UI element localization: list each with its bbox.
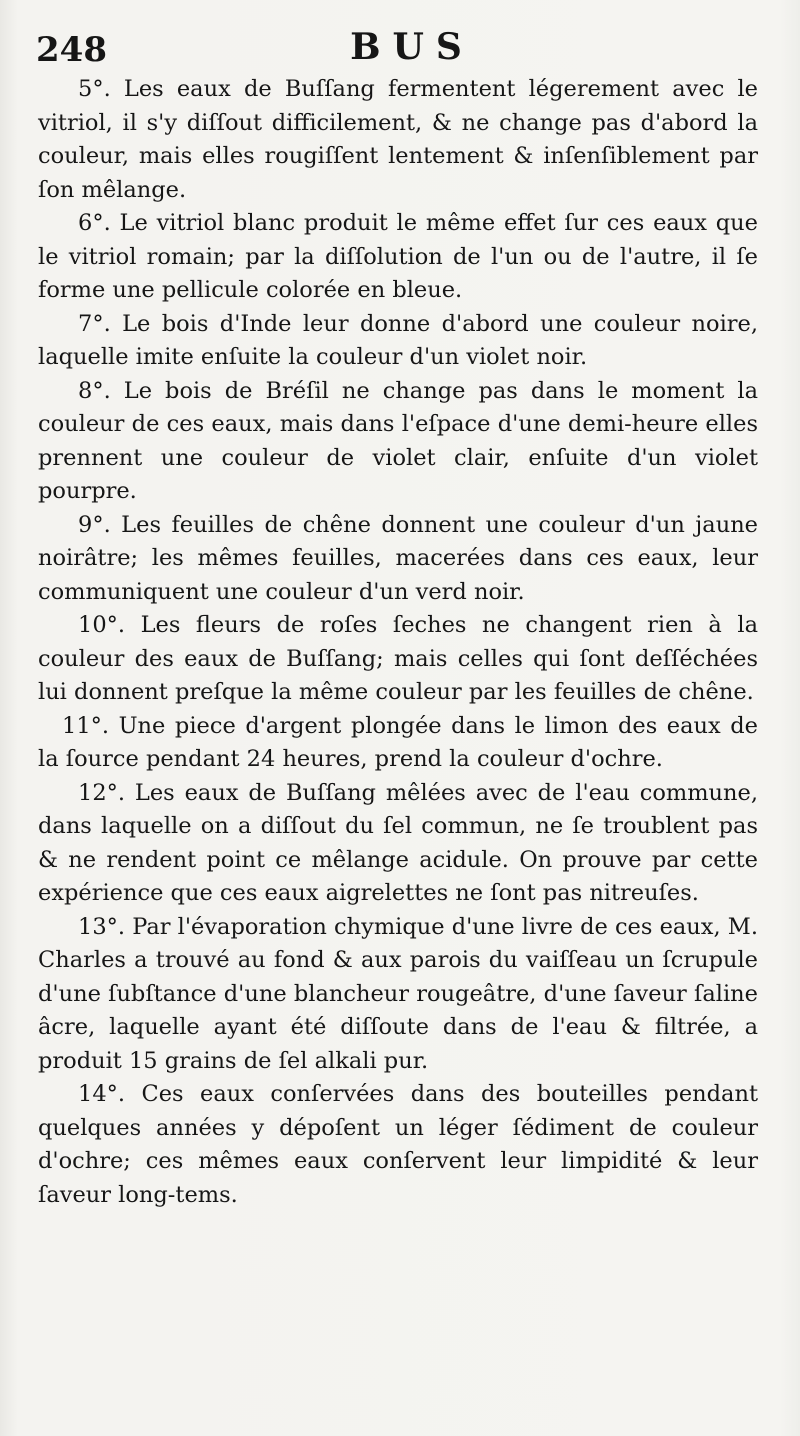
paragraph-12: 12°. Les eaux de Buſſang mêlées avec de l'eau commune, dans laquelle on a diſſout du ſel commun, ne ſe troublent pas & ne rendent point ce mêlange acidule. On prouve par cette expérience que ces eaux aigrelettes ne ſont pas nitreuſes. xyxy=(38,779,758,906)
paragraph-9: 9°. Les feuilles de chêne donnent une couleur d'un jaune noirâtre; les mêmes feuilles, macerées dans ces eaux, leur communiquent une couleur d'un verd noir. xyxy=(38,511,758,605)
paragraph-11: 11°. Une piece d'argent plongée dans le limon des eaux de la ſource pendant 24 heures, prend la couleur d'ochre. xyxy=(38,712,758,772)
paragraph-14: 14°. Ces eaux conſervées dans des bouteilles pendant quelques années y dépoſent un léger ſédiment de couleur d'ochre; ces mêmes eaux conſervent leur limpidité & leur ſaveur long-tems. xyxy=(38,1081,758,1208)
paragraph-7: 7°. Le bois d'Inde leur donne d'abord une couleur noire, laquelle imite enſuite la couleur d'un violet noir. xyxy=(38,310,758,370)
paragraph-5: 5°. Les eaux de Buſſang fermentent légerement avec le vitriol, il s'y diſſout difficilement, & ne change pas d'abord la couleur, mais elles rougiſſent lentement & inſenſiblement par ſon mêlange. xyxy=(38,76,758,203)
paragraph-13: 13°. Par l'évaporation chymique d'une livre de ces eaux, M. Charles a trouvé au fond & aux parois du vaiſſeau un ſcrupule d'une ſubſtance d'une blancheur rougeâtre, d'une ſaveur ſaline âcre, laquelle ayant été diſſoute dans de l'eau & filtrée, a produit 15 grains de ſel alkali pur. xyxy=(38,913,758,1074)
running-head xyxy=(36,26,764,76)
paragraph-8: 8°. Le bois de Bréſil ne change pas dans le moment la couleur de ces eaux, mais dans l'eſpace d'une demi-heure elles prennent une couleur de violet clair, enſuite d'un violet pourpre. xyxy=(38,377,758,504)
paragraph-6: 6°. Le vitriol blanc produit le même effet ſur ces eaux que le vitriol romain; par la diſſolution de l'un ou de l'autre, il ſe forme une pellicule colorée en bleue. xyxy=(38,210,758,303)
paragraph-10: 10°. Les fleurs de roſes ſeches ne changent rien à la couleur des eaux de Buſſang; mais celles qui ſont deſſéchées lui donnent preſque la même couleur par les feuilles de chêne. xyxy=(38,612,758,705)
page-number: 248 xyxy=(36,30,107,70)
running-title: BUS xyxy=(350,26,474,68)
body-text xyxy=(38,73,758,1212)
